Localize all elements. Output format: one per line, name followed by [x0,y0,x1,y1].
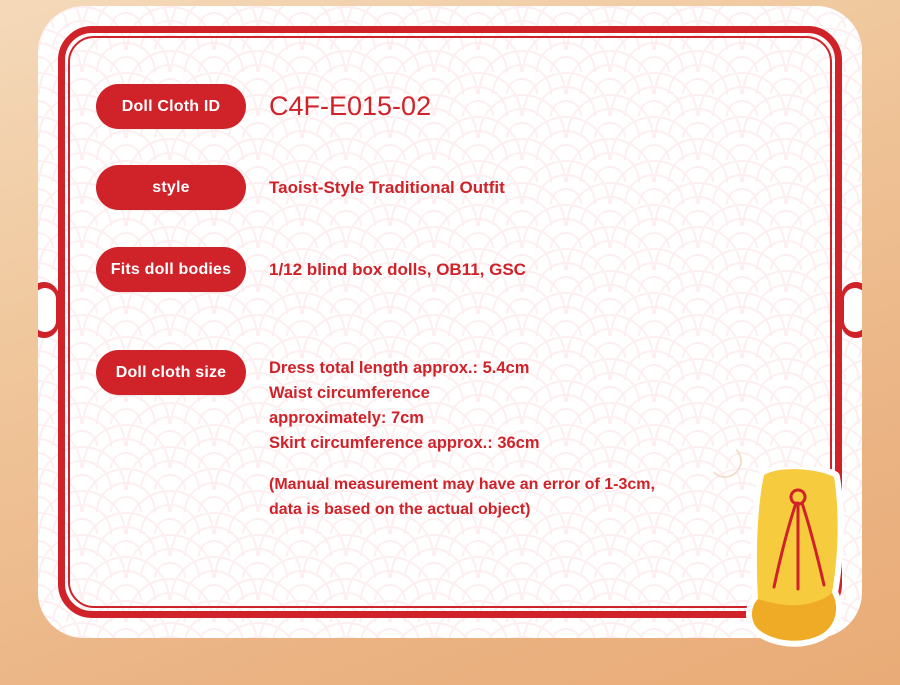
spec-value-doll-cloth-id: C4F-E015-02 [269,91,432,121]
spec-row-doll-cloth-size [96,350,796,522]
spec-label-doll-cloth-id: Doll Cloth ID [96,84,246,129]
size-line-waist-1: Waist circumference [269,384,430,402]
measurement-note [269,472,655,522]
spec-row-style [96,165,796,210]
size-line-skirt: Skirt circumference approx.: 36cm [269,434,540,452]
measurement-note-line-2: data is based on the actual object) [269,501,531,518]
spec-value-fits-doll-bodies: 1/12 blind box dolls, OB11, GSC [269,260,526,279]
spec-row-fits-doll-bodies [96,247,796,292]
spec-rows [96,84,796,522]
size-line-dress-length: Dress total length approx.: 5.4cm [269,359,530,377]
size-line-waist-2: approximately: 7cm [269,409,424,427]
spec-value-doll-cloth-size [269,350,655,522]
spec-label-fits-doll-bodies: Fits doll bodies [96,247,246,292]
golden-scroll-banner-icon [728,467,878,657]
measurement-note-line-1: (Manual measurement may have an error of 1-3cm, [269,476,655,493]
spec-label-doll-cloth-size: Doll cloth size [96,350,246,395]
frame-nub-left-mask [38,288,56,332]
spec-row-doll-cloth-id [96,84,796,129]
spec-value-style: Taoist-Style Traditional Outfit [269,178,505,197]
frame-nub-right-mask [844,288,862,332]
spec-label-style: style [96,165,246,210]
